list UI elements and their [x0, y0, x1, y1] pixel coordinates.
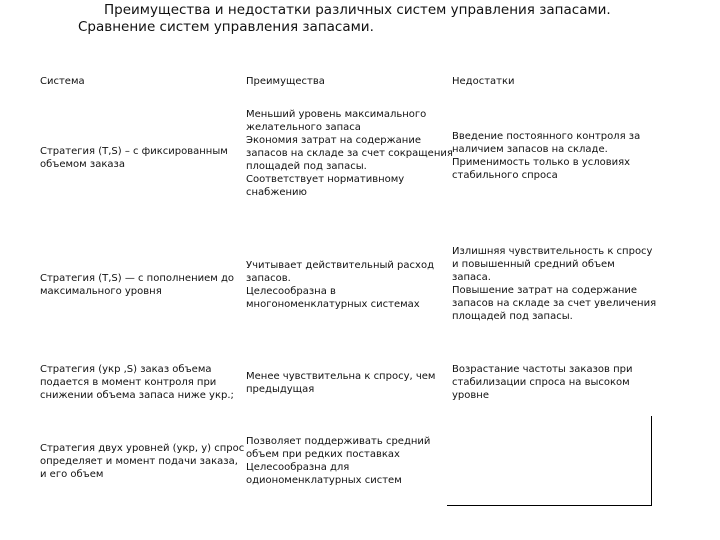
- row-2-advantages-line: Учитывает действительный расход: [246, 260, 434, 271]
- row-2-disadvantages-line: запаса.: [452, 272, 491, 283]
- row-2-disadvantages: [452, 245, 656, 323]
- row-3-system-line: Стратегия (укр ,S) заказ объема: [40, 364, 212, 375]
- row-3-advantages-line: предыдущая: [246, 384, 315, 395]
- title-line-2: Сравнение систем управления запасами.: [78, 19, 374, 35]
- row-4-system-line: Стратегия двух уровней (укр, у) спрос: [40, 443, 245, 454]
- header-system: Система: [40, 76, 85, 87]
- row-1-advantages-line: Меньший уровень максимального: [246, 109, 427, 120]
- row-2-disadvantages-line: и повышенный средний объем: [452, 259, 615, 270]
- row-1-disadvantages-line: наличием запасов на складе.: [452, 144, 608, 155]
- row-3-disadvantages-line: стабилизации спроса на высоком: [452, 377, 630, 388]
- row-2-advantages: [246, 259, 434, 311]
- row-2-system: [40, 272, 234, 298]
- header-disadvantages: Недостатки: [452, 76, 515, 87]
- row-3-system-line: снижении объема запаса ниже укр.;: [40, 390, 234, 401]
- row-1-advantages-line: Соответствует нормативному: [246, 174, 405, 185]
- row-1-system: [40, 145, 228, 171]
- row-3-disadvantages: [452, 363, 632, 402]
- row-1-disadvantages-line: Введение постоянного контроля за: [452, 131, 641, 142]
- row-4-advantages-line: Позволяет поддерживать средний: [246, 436, 431, 447]
- row-3-advantages-line: Менее чувствительна к спросу, чем: [246, 371, 436, 382]
- row-1-advantages-line: снабжению: [246, 187, 307, 198]
- row-2-system-line: максимального уровня: [40, 286, 162, 297]
- row-4-advantages-line: одиономенклатурных систем: [246, 475, 402, 486]
- row-4-system: [40, 442, 244, 481]
- row-4-advantages-line: Целесообразна для: [246, 462, 350, 473]
- row-2-disadvantages-line: Повышение затрат на содержание: [452, 285, 638, 296]
- row-2-disadvantages-line: площадей под запасы.: [452, 311, 573, 322]
- row-2-disadvantages-line: запасов на складе за счет увеличения: [452, 298, 657, 309]
- row-3-disadvantages-line: Возрастание частоты заказов при: [452, 364, 633, 375]
- page-title: [78, 2, 698, 36]
- row-2-advantages-line: запасов.: [246, 273, 291, 284]
- row-2-advantages-line: многономенклатурных системах: [246, 299, 420, 310]
- row-1-disadvantages-line: Применимость только в условиях: [452, 157, 631, 168]
- row-1-advantages: [246, 108, 453, 199]
- row-2-advantages-line: Целесообразна в: [246, 286, 336, 297]
- row-1-disadvantages-line: стабильного спроса: [452, 170, 558, 181]
- row-3-advantages: [246, 370, 435, 396]
- row-1-advantages-line: площадей под запасы.: [246, 161, 367, 172]
- header-advantages: Преимущества: [246, 76, 325, 87]
- row-4-system-line: определяет и момент подачи заказа,: [40, 456, 238, 467]
- row-1-system-line: объемом заказа: [40, 159, 125, 170]
- row-1-advantages-line: запасов на складе за счет сокращения: [246, 148, 453, 159]
- row-4-advantages: [246, 435, 430, 487]
- row-1-disadvantages: [452, 130, 640, 182]
- row-1-system-line: Стратегия (T,S) – с фиксированным: [40, 146, 228, 157]
- row-1-advantages-line: Экономия затрат на содержание: [246, 135, 421, 146]
- row-2-disadvantages-line: Излишняя чувствительность к спросу: [452, 246, 653, 257]
- empty-disadvantages-cell: [447, 416, 652, 506]
- row-2-system-line: Стратегия (T,S) — с пополнением до: [40, 273, 235, 284]
- row-3-disadvantages-line: уровне: [452, 390, 489, 401]
- row-4-advantages-line: объем при редких поставках: [246, 449, 400, 460]
- row-3-system: [40, 363, 234, 402]
- row-4-system-line: и его объем: [40, 469, 104, 480]
- title-line-1: Преимущества и недостатки различных систем управления запасами.: [104, 2, 611, 18]
- row-3-system-line: подается в момент контроля при: [40, 377, 217, 388]
- row-1-advantages-line: желательного запаса: [246, 122, 361, 133]
